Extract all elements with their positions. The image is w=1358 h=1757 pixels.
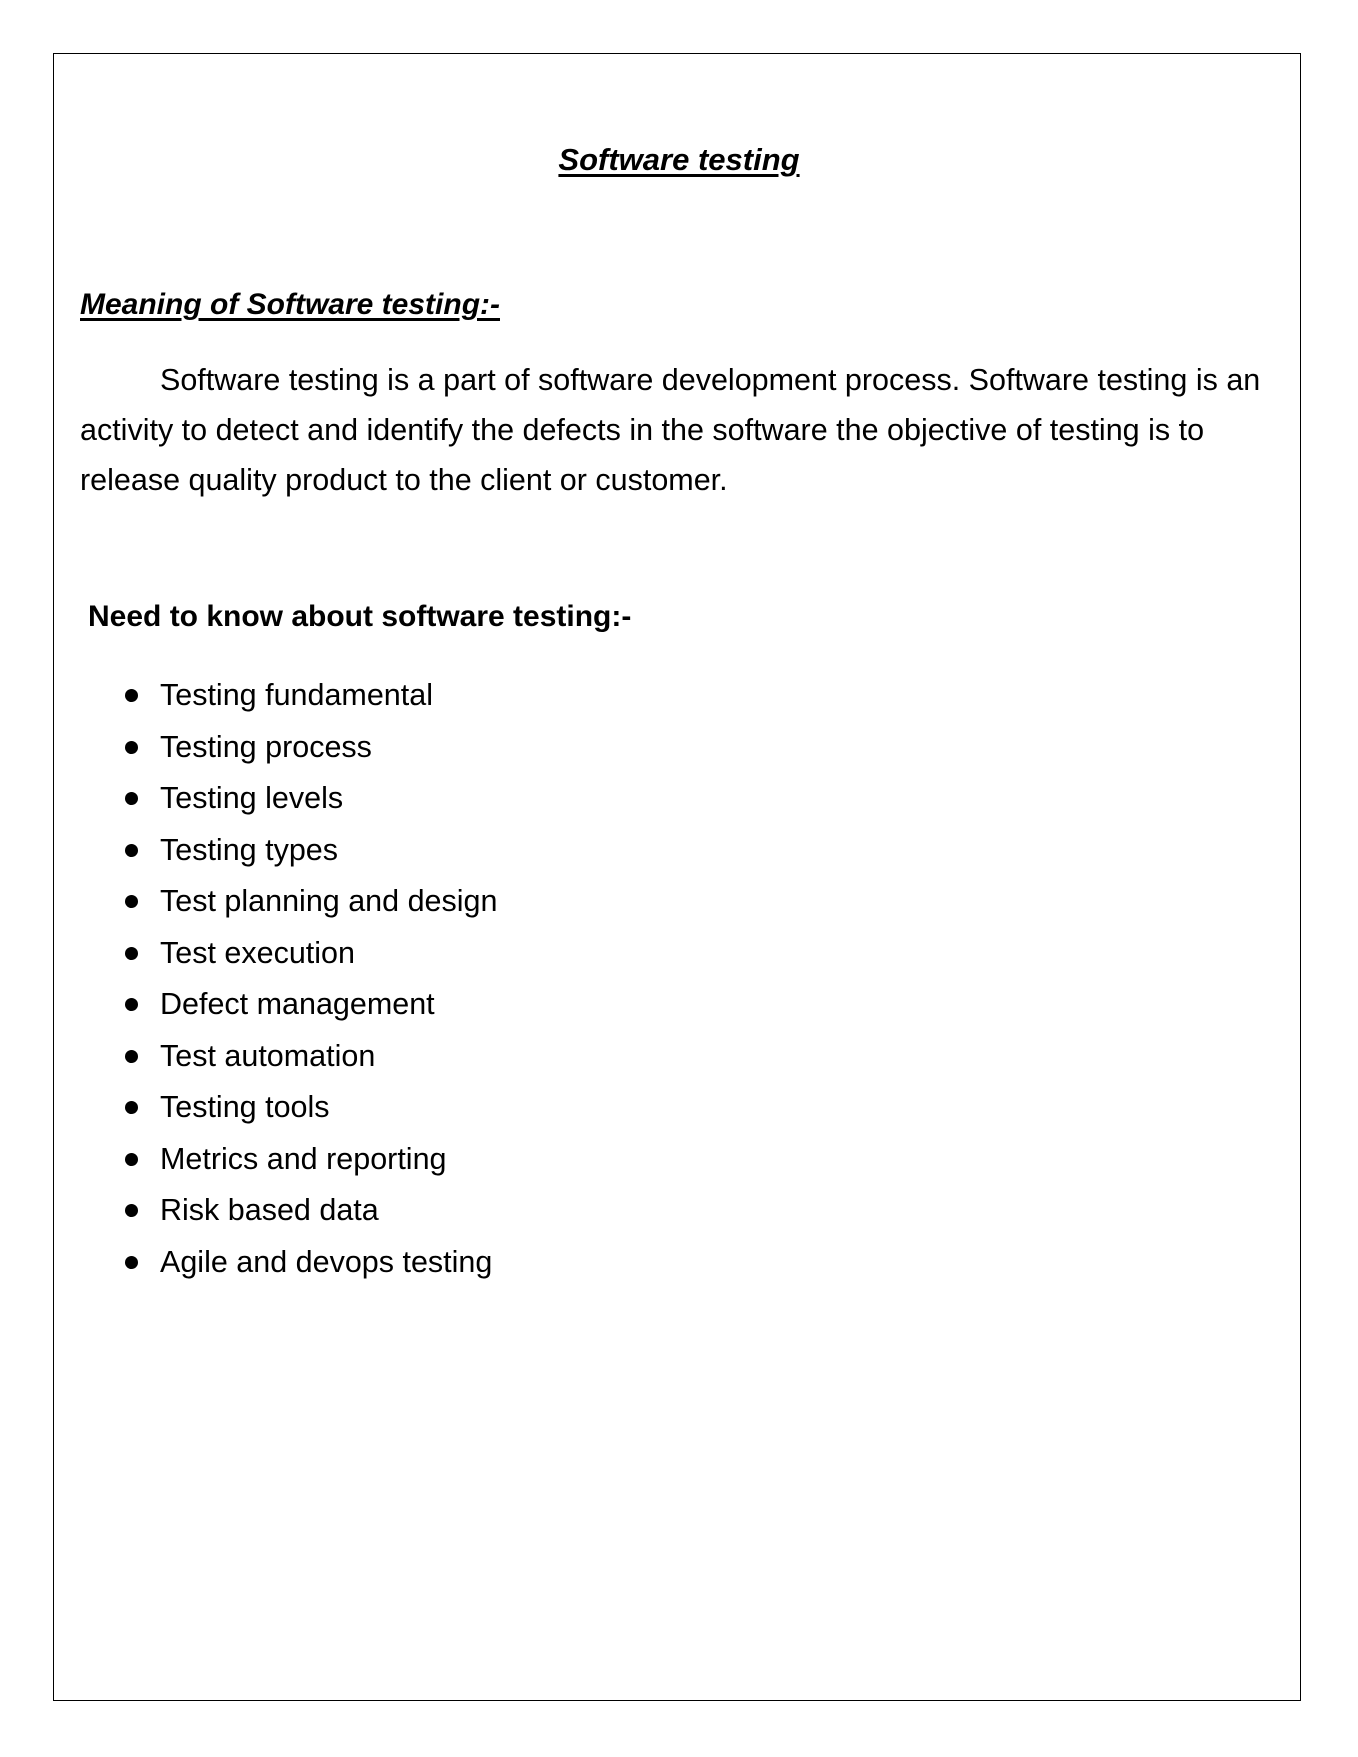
bullet-icon bbox=[125, 792, 138, 805]
list-item-label: Testing types bbox=[160, 832, 339, 867]
list-item-label: Testing levels bbox=[160, 781, 344, 815]
bullet-icon bbox=[125, 1204, 138, 1217]
list-item-label: Testing tools bbox=[160, 1090, 330, 1124]
bullet-icon bbox=[125, 895, 138, 908]
meaning-heading: Meaning of Software testing:- bbox=[80, 288, 500, 321]
bullet-icon bbox=[125, 1256, 138, 1269]
bullet-icon bbox=[125, 947, 138, 960]
meaning-paragraph: Software testing is a part of software development process. Software testing is an activity to detect and identify the defects in the software the objective of testing is to release quality product to the client or customer. bbox=[80, 363, 1261, 497]
topic-list bbox=[0, 670, 497, 1288]
bullet-icon bbox=[125, 998, 138, 1011]
list-item bbox=[0, 1237, 497, 1289]
bullet-icon bbox=[125, 689, 138, 702]
list-item-label: Test automation bbox=[160, 1038, 376, 1073]
bullet-icon bbox=[125, 1153, 138, 1166]
list-item bbox=[0, 773, 497, 825]
page-title: Software testing bbox=[558, 142, 800, 177]
bullet-icon bbox=[125, 741, 138, 754]
bullet-icon bbox=[125, 844, 138, 857]
list-item bbox=[0, 1134, 497, 1186]
list-item-label: Testing process bbox=[160, 729, 372, 764]
list-item bbox=[0, 1082, 497, 1134]
list-item bbox=[0, 1185, 497, 1237]
list-item bbox=[0, 670, 497, 722]
list-item-label: Risk based data bbox=[160, 1193, 379, 1227]
list-item-label: Testing fundamental bbox=[160, 678, 433, 712]
list-item bbox=[0, 876, 497, 928]
list-item-label: Defect management bbox=[160, 987, 435, 1021]
bullet-icon bbox=[125, 1101, 138, 1114]
need-to-know-heading: Need to know about software testing:- bbox=[88, 600, 632, 633]
list-item bbox=[0, 825, 497, 877]
list-item-label: Test execution bbox=[160, 935, 355, 970]
list-item bbox=[0, 979, 497, 1031]
bullet-icon bbox=[125, 1050, 138, 1063]
list-item bbox=[0, 722, 497, 774]
list-item-label: Metrics and reporting bbox=[160, 1141, 447, 1176]
list-item-label: Agile and devops testing bbox=[160, 1244, 493, 1279]
list-item-label: Test planning and design bbox=[160, 884, 498, 918]
list-item bbox=[0, 928, 497, 980]
list-item bbox=[0, 1031, 497, 1083]
